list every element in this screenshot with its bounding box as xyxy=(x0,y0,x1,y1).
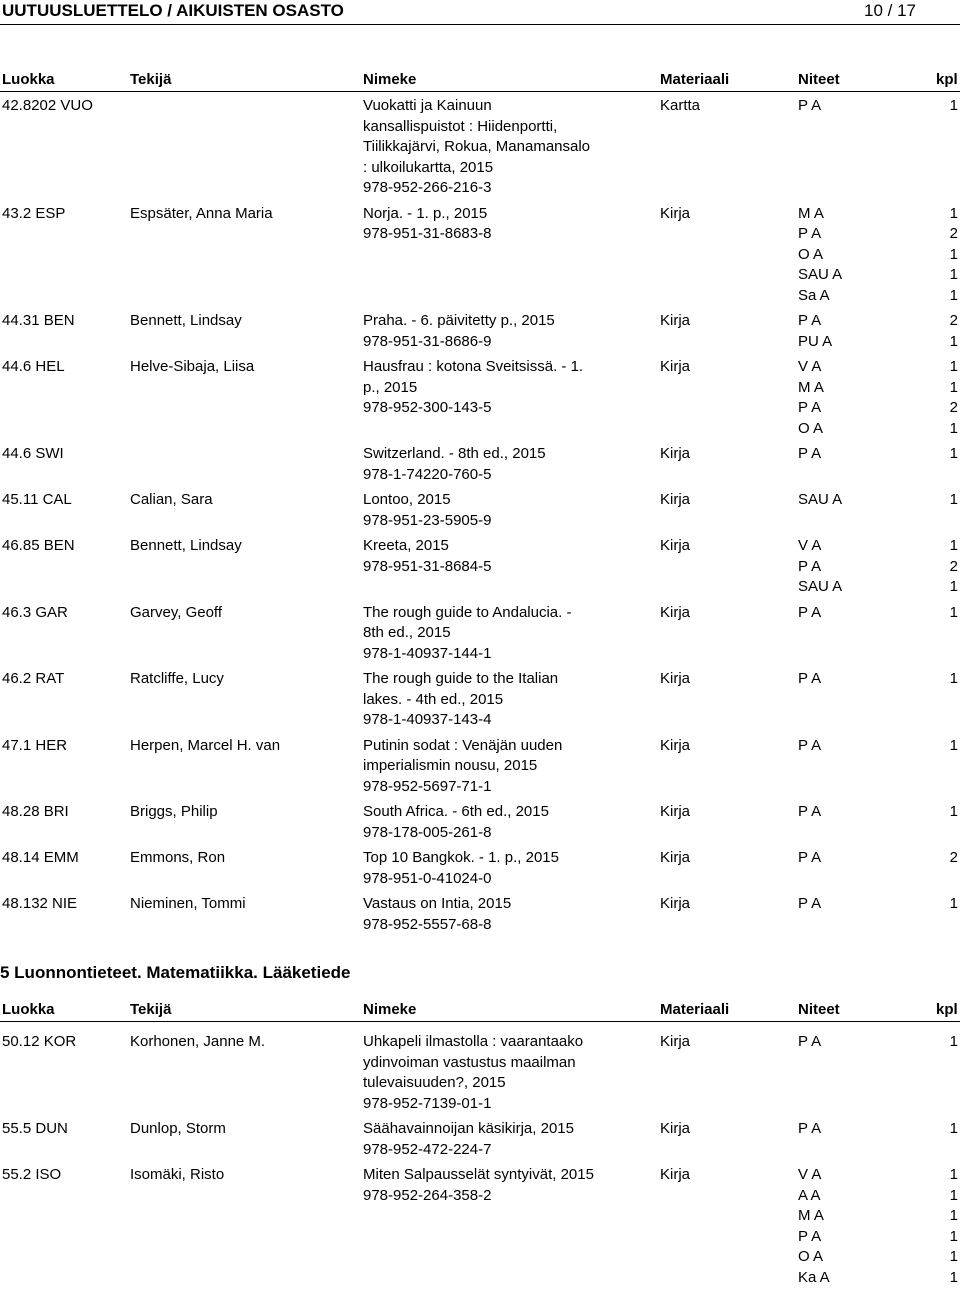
title-line: Lontoo, 2015 xyxy=(363,491,451,508)
title-line: South Africa. - 6th ed., 2015 xyxy=(363,803,549,820)
material-type: Kirja xyxy=(660,895,691,912)
isbn: 978-952-472-224-7 xyxy=(363,1140,492,1158)
holdings xyxy=(798,536,958,598)
material-type: Kirja xyxy=(660,670,691,687)
holding-item xyxy=(798,1268,958,1289)
holding-location: M A xyxy=(798,1207,824,1224)
isbn: 978-952-300-143-5 xyxy=(363,399,492,416)
holding-location: P A xyxy=(798,1227,822,1245)
holding-item xyxy=(798,669,958,690)
class-code: 47.1 HER xyxy=(2,736,68,754)
column-header-nimeke: Nimeke xyxy=(363,1001,417,1018)
holding-item xyxy=(798,1032,958,1053)
title-line: 8th ed., 2015 xyxy=(363,624,451,641)
catalog-row xyxy=(0,490,960,531)
holding-count: 1 xyxy=(949,266,958,283)
author: Emmons, Ron xyxy=(130,849,226,866)
isbn: 978-951-31-8686-9 xyxy=(363,332,492,350)
title-line: Top 10 Bangkok. - 1. p., 2015 xyxy=(363,849,559,866)
holding-item xyxy=(798,265,958,286)
holding-count: 1 xyxy=(949,97,958,114)
class-code: 48.132 NIE xyxy=(2,895,78,912)
title-line: Putinin sodat : Venäjän uuden xyxy=(363,736,563,754)
holding-item xyxy=(798,1227,958,1248)
holding-location: P A xyxy=(798,603,822,621)
class-code: 43.2 ESP xyxy=(2,204,66,222)
holding-item xyxy=(798,224,958,245)
holding-location: V A xyxy=(798,358,822,375)
holdings xyxy=(798,311,958,352)
material-type: Kirja xyxy=(660,491,691,508)
isbn: 978-952-266-216-3 xyxy=(363,179,492,196)
material-type: Kirja xyxy=(660,736,691,754)
holdings xyxy=(798,603,958,624)
isbn: 978-952-5697-71-1 xyxy=(363,777,492,795)
author: Espsäter, Anna Maria xyxy=(130,204,273,222)
holding-count: 1 xyxy=(949,1033,958,1050)
author: Helve-Sibaja, Liisa xyxy=(130,358,255,375)
class-code: 55.2 ISO xyxy=(2,1166,62,1183)
catalog-row xyxy=(0,96,960,199)
isbn: 978-951-23-5905-9 xyxy=(363,511,492,529)
author: Isomäki, Risto xyxy=(130,1166,225,1183)
holding-count: 1 xyxy=(949,895,958,912)
holding-location: Sa A xyxy=(798,286,830,304)
class-code: 48.28 BRI xyxy=(2,803,69,820)
column-header-luokka: Luokka xyxy=(2,71,55,88)
column-header-luokka: Luokka xyxy=(2,1001,55,1018)
holding-item xyxy=(798,332,958,353)
column-header-niteet: Niteet xyxy=(798,71,840,88)
isbn: 978-952-5557-68-8 xyxy=(363,915,492,933)
holding-location: A A xyxy=(798,1186,821,1204)
class-code: 45.11 CAL xyxy=(2,491,72,508)
holding-count: 1 xyxy=(949,1186,958,1204)
holding-count: 1 xyxy=(949,537,958,554)
title-line: The rough guide to Andalucia. - xyxy=(363,603,572,621)
column-header-tekija: Tekijä xyxy=(130,1001,172,1018)
material-type: Kirja xyxy=(660,849,691,866)
title-line: Switzerland. - 8th ed., 2015 xyxy=(363,445,546,462)
title-block xyxy=(363,603,623,665)
holding-item xyxy=(798,1206,958,1227)
author: Garvey, Geoff xyxy=(130,603,222,621)
title-block xyxy=(363,848,623,889)
column-header-row xyxy=(0,1000,960,1022)
title-line: Kreeta, 2015 xyxy=(363,537,449,554)
title-line: lakes. - 4th ed., 2015 xyxy=(363,690,504,708)
catalog-row xyxy=(0,894,960,935)
holding-count: 1 xyxy=(949,332,958,350)
column-header-materiaali: Materiaali xyxy=(660,71,730,88)
holding-location: P A xyxy=(798,736,822,754)
catalog-row xyxy=(0,444,960,485)
holding-location: SAU A xyxy=(798,491,843,508)
title-line: tulevaisuuden?, 2015 xyxy=(363,1074,506,1091)
author: Briggs, Philip xyxy=(130,803,218,820)
holding-item xyxy=(798,419,958,440)
column-header-niteet: Niteet xyxy=(798,1001,840,1018)
holding-location: V A xyxy=(798,537,822,554)
holding-count: 1 xyxy=(949,1207,958,1224)
holding-count: 1 xyxy=(949,803,958,820)
title-block xyxy=(363,1119,623,1160)
catalog-row xyxy=(0,669,960,731)
holding-item xyxy=(798,245,958,266)
title-line: Norja. - 1. p., 2015 xyxy=(363,204,488,222)
title-line: Säähavainnoijan käsikirja, 2015 xyxy=(363,1120,574,1137)
holding-location: O A xyxy=(798,245,824,263)
holding-count: 1 xyxy=(949,286,958,304)
title-block xyxy=(363,736,623,798)
title-line: Uhkapeli ilmastolla : vaarantaako xyxy=(363,1033,584,1050)
holdings xyxy=(798,204,958,307)
holding-count: 1 xyxy=(949,578,958,595)
material-type: Kirja xyxy=(660,445,691,462)
holding-item xyxy=(798,398,958,419)
holding-location: O A xyxy=(798,419,824,437)
holding-location: P A xyxy=(798,849,822,866)
holding-item xyxy=(798,736,958,757)
title-line: Miten Salpausselät syntyivät, 2015 xyxy=(363,1166,594,1183)
class-code: 46.3 GAR xyxy=(2,603,68,621)
column-header-nimeke: Nimeke xyxy=(363,71,417,88)
holdings xyxy=(798,1165,958,1288)
class-code: 48.14 EMM xyxy=(2,849,79,866)
holding-item xyxy=(798,894,958,915)
isbn: 978-951-0-41024-0 xyxy=(363,869,492,887)
page-title: UUTUUSLUETTELO / AIKUISTEN OSASTO xyxy=(2,1,344,20)
column-header-kpl: kpl xyxy=(936,1001,958,1018)
holding-count: 2 xyxy=(949,557,958,575)
holding-count: 1 xyxy=(949,245,958,263)
class-code: 46.85 BEN xyxy=(2,537,75,554)
title-line: imperialismin nousu, 2015 xyxy=(363,757,538,774)
holding-count: 1 xyxy=(949,378,958,396)
holding-location: P A xyxy=(798,670,822,687)
holding-location: P A xyxy=(798,557,822,575)
material-type: Kartta xyxy=(660,97,701,114)
column-header-materiaali: Materiaali xyxy=(660,1001,730,1018)
class-code: 44.31 BEN xyxy=(2,312,75,329)
holding-item xyxy=(798,1247,958,1268)
isbn: 978-952-7139-01-1 xyxy=(363,1094,492,1112)
material-type: Kirja xyxy=(660,1033,691,1050)
title-line: p., 2015 xyxy=(363,378,418,396)
catalog-row xyxy=(0,848,960,889)
holding-location: P A xyxy=(798,97,822,114)
holding-count: 2 xyxy=(949,849,958,866)
holding-item xyxy=(798,490,958,511)
title-line: Vastaus on Intia, 2015 xyxy=(363,895,512,912)
page-number: 10 / 17 xyxy=(864,1,916,20)
holding-count: 1 xyxy=(949,1268,958,1286)
title-line: Praha. - 6. päivitetty p., 2015 xyxy=(363,312,555,329)
title-block xyxy=(363,311,623,352)
class-code: 44.6 SWI xyxy=(2,445,64,462)
catalog-row xyxy=(0,1165,960,1288)
holding-count: 1 xyxy=(949,736,958,754)
holding-location: O A xyxy=(798,1248,824,1265)
title-line: kansallispuistot : Hiidenportti, xyxy=(363,117,558,135)
isbn: 978-1-74220-760-5 xyxy=(363,465,492,483)
author: Korhonen, Janne M. xyxy=(130,1033,266,1050)
holding-item xyxy=(798,848,958,869)
material-type: Kirja xyxy=(660,312,691,329)
title-block xyxy=(363,1032,623,1114)
title-line: ydinvoiman vastustus maailman xyxy=(363,1053,576,1071)
holding-count: 2 xyxy=(949,312,958,329)
holding-item xyxy=(798,311,958,332)
title-block xyxy=(363,490,623,531)
section-title: 5 Luonnontieteet. Matematiikka. Lääketiede xyxy=(0,963,351,982)
holding-location: Ka A xyxy=(798,1268,830,1286)
holding-location: P A xyxy=(798,1120,822,1137)
author: Ratcliffe, Lucy xyxy=(130,670,224,687)
holding-count: 2 xyxy=(949,225,958,242)
holdings xyxy=(798,490,958,511)
material-type: Kirja xyxy=(660,803,691,820)
holdings xyxy=(798,1032,958,1053)
catalog-row xyxy=(0,603,960,665)
isbn: 978-1-40937-144-1 xyxy=(363,644,492,662)
holding-count: 1 xyxy=(949,358,958,375)
holdings xyxy=(798,736,958,757)
holding-count: 1 xyxy=(949,670,958,687)
holdings xyxy=(798,802,958,823)
isbn: 978-952-264-358-2 xyxy=(363,1186,492,1204)
holding-count: 1 xyxy=(949,603,958,621)
catalog-list xyxy=(0,1032,960,1293)
title-block xyxy=(363,669,623,731)
isbn: 978-951-31-8683-8 xyxy=(363,225,492,242)
isbn: 978-1-40937-143-4 xyxy=(363,711,492,728)
holding-item xyxy=(798,286,958,307)
catalog-row xyxy=(0,736,960,798)
holdings xyxy=(798,357,958,439)
title-block xyxy=(363,1165,623,1288)
title-block xyxy=(363,444,623,485)
holding-item xyxy=(798,603,958,624)
holdings xyxy=(798,1119,958,1140)
holding-count: 1 xyxy=(949,1166,958,1183)
title-block xyxy=(363,802,623,843)
holding-count: 1 xyxy=(949,1227,958,1245)
holding-item xyxy=(798,378,958,399)
title-block xyxy=(363,357,623,439)
material-type: Kirja xyxy=(660,1166,691,1183)
title-block xyxy=(363,536,623,598)
isbn: 978-951-31-8684-5 xyxy=(363,557,492,575)
holding-count: 1 xyxy=(949,204,958,222)
holding-count: 2 xyxy=(949,399,958,416)
class-code: 55.5 DUN xyxy=(2,1120,68,1137)
holding-location: M A xyxy=(798,378,824,396)
column-header-tekija: Tekijä xyxy=(130,71,172,88)
holding-location: P A xyxy=(798,312,822,329)
holding-item xyxy=(798,96,958,117)
catalog-row xyxy=(0,1032,960,1114)
holding-item xyxy=(798,1119,958,1140)
holdings xyxy=(798,96,958,117)
column-header-kpl: kpl xyxy=(936,71,958,88)
material-type: Kirja xyxy=(660,537,691,554)
holding-location: P A xyxy=(798,803,822,820)
catalog-row xyxy=(0,536,960,598)
title-line: Hausfrau : kotona Sveitsissä. - 1. xyxy=(363,358,584,375)
catalog-list xyxy=(0,96,960,940)
author: Bennett, Lindsay xyxy=(130,312,242,329)
material-type: Kirja xyxy=(660,358,691,375)
holdings xyxy=(798,444,958,465)
material-type: Kirja xyxy=(660,204,691,222)
title-line: : ulkoilukartta, 2015 xyxy=(363,158,494,176)
holding-location: P A xyxy=(798,895,822,912)
holding-item xyxy=(798,1165,958,1186)
holding-item xyxy=(798,557,958,578)
title-block xyxy=(363,894,623,935)
class-code: 50.12 KOR xyxy=(2,1033,77,1050)
holding-item xyxy=(798,536,958,557)
author: Calian, Sara xyxy=(130,491,213,508)
holding-item xyxy=(798,357,958,378)
holding-location: SAU A xyxy=(798,578,843,595)
title-block xyxy=(363,204,623,307)
title-line: The rough guide to the Italian xyxy=(363,670,559,687)
holding-count: 1 xyxy=(949,1120,958,1137)
holding-count: 1 xyxy=(949,1248,958,1265)
holding-location: SAU A xyxy=(798,266,843,283)
holding-location: P A xyxy=(798,1033,822,1050)
title-line: Tiilikkajärvi, Rokua, Manamansalo xyxy=(363,138,591,155)
catalog-row xyxy=(0,204,960,307)
holding-item xyxy=(798,1186,958,1207)
class-code: 42.8202 VUO xyxy=(2,97,93,114)
holding-location: V A xyxy=(798,1166,822,1183)
isbn: 978-178-005-261-8 xyxy=(363,823,492,841)
holdings xyxy=(798,669,958,690)
holding-location: PU A xyxy=(798,332,833,350)
holdings xyxy=(798,894,958,915)
holding-count: 1 xyxy=(949,491,958,508)
catalog-row xyxy=(0,802,960,843)
catalog-row xyxy=(0,311,960,352)
author: Bennett, Lindsay xyxy=(130,537,242,554)
author: Herpen, Marcel H. van xyxy=(130,736,281,754)
author: Nieminen, Tommi xyxy=(130,895,246,912)
catalog-row xyxy=(0,357,960,439)
holdings xyxy=(798,848,958,869)
class-code: 44.6 HEL xyxy=(2,358,65,375)
holding-item xyxy=(798,444,958,465)
holding-count: 1 xyxy=(949,445,958,462)
holding-location: P A xyxy=(798,399,822,416)
holding-item xyxy=(798,577,958,598)
holding-location: P A xyxy=(798,445,822,462)
title-line: Vuokatti ja Kainuun xyxy=(363,97,492,114)
holding-item xyxy=(798,802,958,823)
material-type: Kirja xyxy=(660,603,691,621)
page-header xyxy=(0,0,960,25)
holding-location: P A xyxy=(798,225,822,242)
material-type: Kirja xyxy=(660,1120,691,1137)
holding-item xyxy=(798,204,958,225)
author: Dunlop, Storm xyxy=(130,1120,226,1137)
header-rule xyxy=(0,91,960,92)
holding-count: 1 xyxy=(949,419,958,437)
column-header-row xyxy=(0,70,960,92)
holding-location: M A xyxy=(798,204,824,222)
header-rule xyxy=(0,1021,960,1022)
title-block xyxy=(363,96,623,199)
catalog-row xyxy=(0,1119,960,1160)
class-code: 46.2 RAT xyxy=(2,670,65,687)
